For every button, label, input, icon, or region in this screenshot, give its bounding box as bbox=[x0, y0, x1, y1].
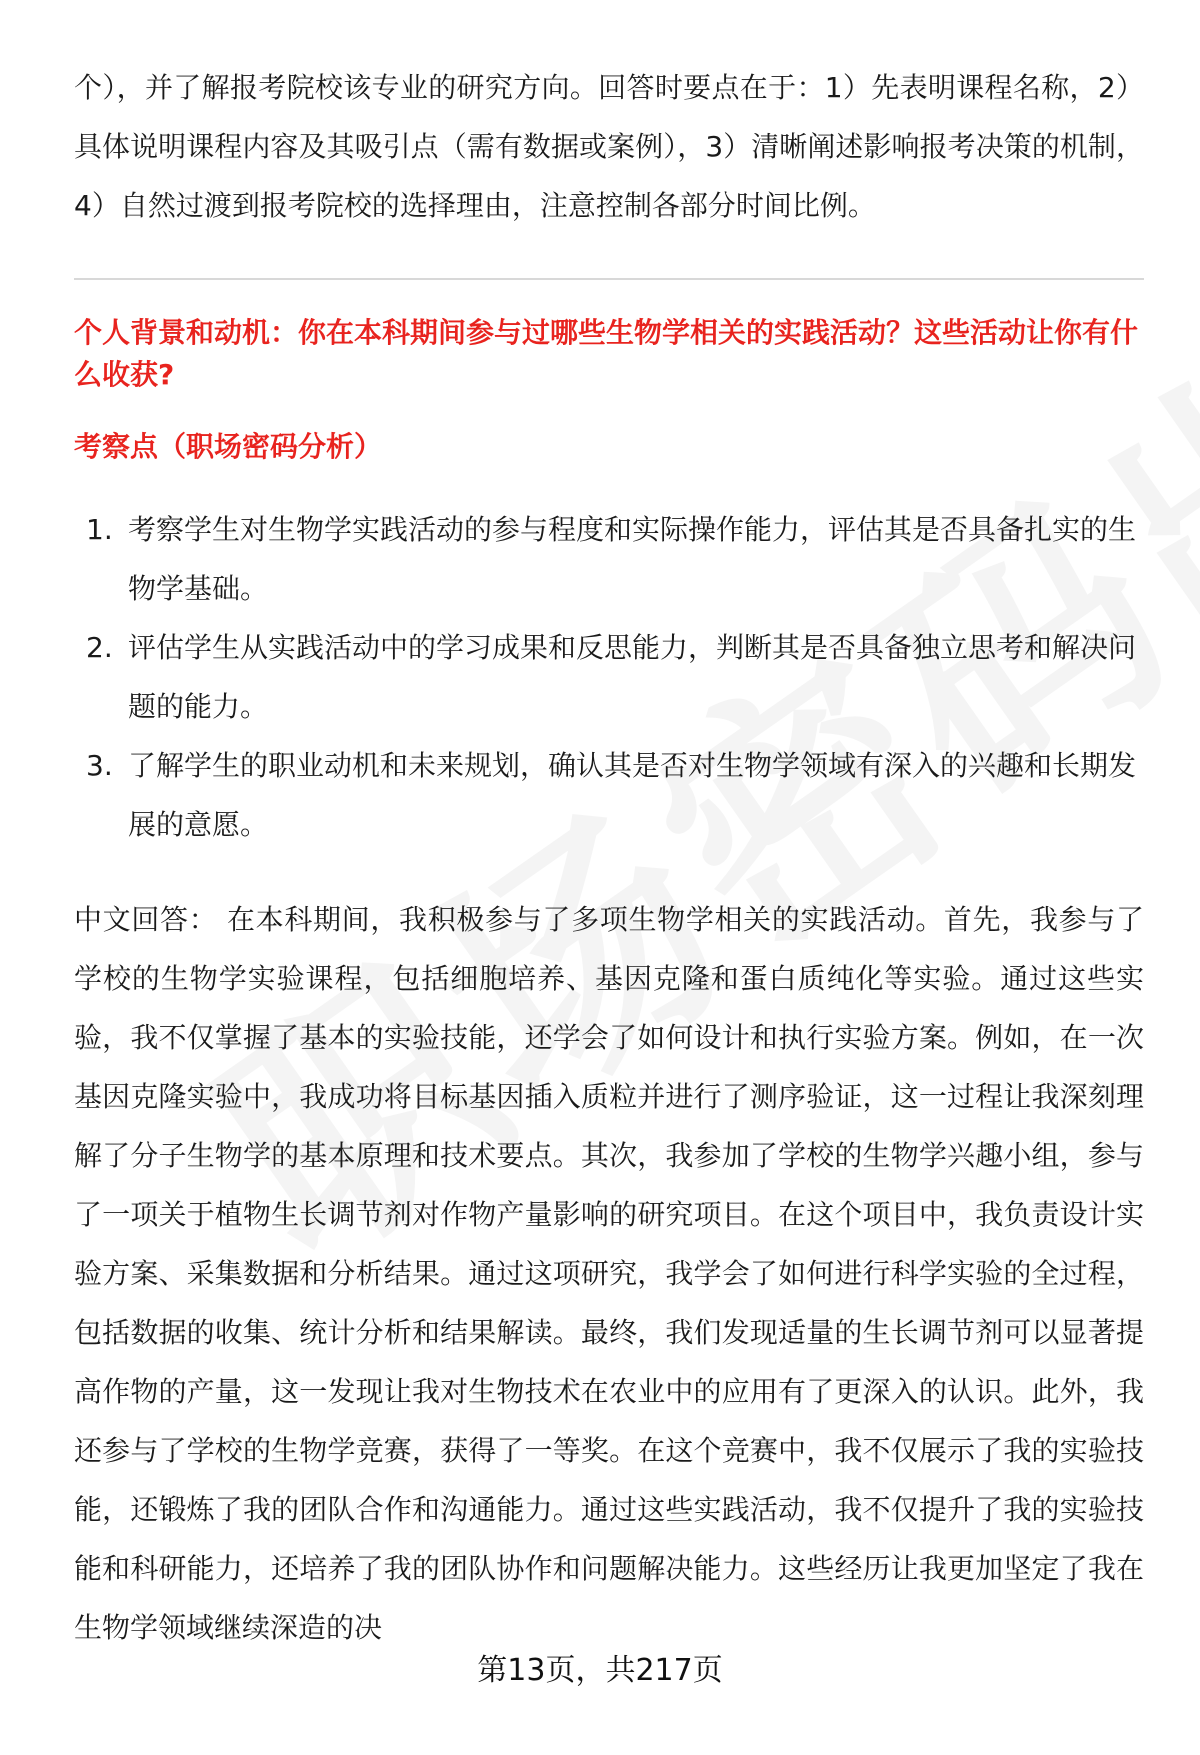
intro-paragraph: 个），并了解报考院校该专业的研究方向。回答时要点在于：1）先表明课程名称，2）具体说明课程内容及其吸引点（需有数据或案例），3）清晰阐述影响报考决策的机制，4）自然过渡到报考院校的选择理由，注意控制各部分时间比例。 bbox=[74, 71, 1144, 222]
answer-paragraph: 中文回答： 在本科期间，我积极参与了多项生物学相关的实践活动。首先，我参与了学校的生物学实验课程，包括细胞培养、基因克隆和蛋白质纯化等实验。通过这些实验，我不仅掌握了基本的实验技能，还学会了如何设计和执行实验方案。例如，在一次基因克隆实验中，我成功将目标基因插入质粒并进行了测序验证，这一过程让我深刻理解了分子生物学的基本原理和技术要点。其次，我参加了学校的生物学兴趣小组，参与了一项关于植物生长调节剂对作物产量影响的研究项目。在这个项目中，我负责设计实验方案、采集数据和分析结果。通过这项研究，我学会了如何进行科学实验的全过程，包括数据的收集、统计分析和结果解读。最终，我们发现适量的生长调节剂可以显著提高作物的产量，这一发现让我对生物技术在农业中的应用有了更深入的认识。此外，我还参与了学校的生物学竞赛，获得了一等奖。在这个竞赛中，我不仅展示了我的实验技能，还锻炼了我的团队合作和沟通能力。通过这些实践活动，我不仅提升了我的实验技能和科研能力，还培养了我的团队协作和问题解决能力。这些经历让我更加坚定了我在生物学领域继续深造的决 bbox=[74, 903, 1144, 1644]
list-item-number: 1. bbox=[86, 513, 113, 546]
list-item-text: 了解学生的职业动机和未来规划，确认其是否对生物学领域有深入的兴趣和长期发展的意愿。 bbox=[128, 749, 1137, 841]
question-heading: 个人背景和动机：你在本科期间参与过哪些生物学相关的实践活动？这些活动让你有什么收获? bbox=[74, 316, 1139, 391]
list-item-number: 2. bbox=[86, 631, 113, 664]
assessment-points-list bbox=[74, 500, 1144, 854]
section-divider bbox=[74, 278, 1144, 280]
list-item-text: 评估学生从实践活动中的学习成果和反思能力，判断其是否具备独立思考和解决问题的能力。 bbox=[128, 631, 1137, 723]
list-item-text: 考察学生对生物学实践活动的参与程度和实际操作能力，评估其是否具备扎实的生物学基础。 bbox=[128, 513, 1137, 605]
section-heading: 考察点（职场密码分析） bbox=[74, 430, 383, 463]
page-number-footer: 第13页，共217页 bbox=[477, 1653, 723, 1688]
list-item bbox=[74, 618, 1144, 736]
list-item-number: 3. bbox=[86, 749, 113, 782]
list-item bbox=[74, 736, 1144, 854]
page-content bbox=[74, 58, 1144, 1657]
list-item bbox=[74, 500, 1144, 618]
